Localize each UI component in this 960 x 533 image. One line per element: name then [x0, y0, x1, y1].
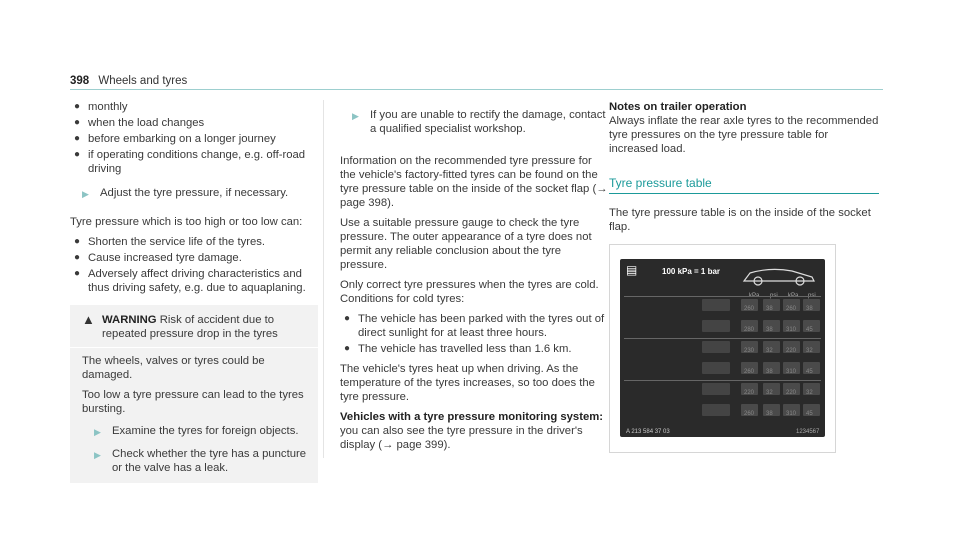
- section-title: Wheels and tyres: [98, 75, 188, 87]
- pressure-value: 38: [806, 306, 813, 312]
- car-outline-icon: [740, 265, 818, 287]
- warning-title-text: Risk of accident due to repeated pressure drop in the tyres: [102, 314, 278, 340]
- pressure-value: 310: [786, 411, 797, 417]
- paragraph: Always inflate the rear axle tyres to the recommended tyre pressures on the tyre pressure table for increased load.: [609, 115, 879, 155]
- tyre-pressure-label: [620, 259, 825, 437]
- pressure-value: 260: [744, 306, 755, 312]
- column-3: [595, 100, 879, 453]
- row-separator: [624, 380, 821, 381]
- paragraph: The tyre pressure table is on the inside of the socket flap.: [609, 207, 871, 233]
- table-section-title: Tyre pressure table: [609, 176, 879, 194]
- paragraph: The wheels, valves or tyres could be damaged.: [82, 355, 265, 381]
- serial-number: 1234567: [796, 429, 820, 435]
- warning-icon: ▲: [82, 312, 95, 327]
- list-item: ● The vehicle has travelled less than 1.6 km.: [344, 343, 572, 355]
- list-item: ● when the load changes: [74, 117, 205, 129]
- pressure-value: 38: [766, 411, 773, 417]
- pressure-value: 260: [744, 411, 755, 417]
- pressure-value: 38: [766, 369, 773, 375]
- paragraph: you can also see the tyre pressure in the driver's display (→ page 399).: [340, 425, 583, 451]
- paragraph: Use a suitable pressure gauge to check the tyre pressure. The outer appearance of a tyre does not permit any reliable conclusion about the tyre pressure.: [340, 217, 592, 271]
- action-step: ▶ If you are unable to rectify the damage, contact a qualified specialist workshop.: [352, 109, 606, 135]
- action-arrow-icon: ▶: [82, 189, 89, 199]
- page-number: 398: [70, 75, 90, 87]
- list-item: ● The vehicle has been parked with the tyres out of direct sunlight for at least three hours.: [344, 313, 605, 339]
- warning-box: [70, 305, 318, 483]
- action-arrow-icon: ▶: [94, 450, 101, 460]
- pressure-value: 32: [766, 390, 773, 396]
- row-label-block: [702, 320, 730, 332]
- row-separator: [624, 338, 821, 339]
- pressure-value: 310: [786, 327, 797, 333]
- action-step: ▶ Examine the tyres for foreign objects.: [94, 425, 299, 437]
- action-arrow-icon: ▶: [94, 427, 101, 437]
- pressure-value: 260: [744, 369, 755, 375]
- column-1: [70, 100, 318, 483]
- pressure-value: 45: [806, 327, 813, 333]
- action-step: ▶ Adjust the tyre pressure, if necessary.: [82, 187, 289, 199]
- pressure-value: 38: [766, 327, 773, 333]
- list-item: ● if operating conditions change, e.g. off-road driving: [74, 149, 306, 175]
- manual-book-icon: ▤: [626, 263, 638, 277]
- row-label-block: [702, 362, 730, 374]
- row-label-block: [702, 299, 730, 311]
- row-separator: [624, 296, 821, 297]
- pressure-value: 310: [786, 369, 797, 375]
- pressure-value: 280: [744, 327, 755, 333]
- row-label-block: [702, 383, 730, 395]
- pressure-value: 45: [806, 411, 813, 417]
- pressure-value: 220: [744, 390, 755, 396]
- paragraph: Too low a tyre pressure can lead to the tyres bursting.: [82, 389, 304, 415]
- pressure-value: 45: [806, 369, 813, 375]
- list-item: ● before embarking on a longer journey: [74, 133, 276, 145]
- monitor-heading: Vehicles with a tyre pressure monitoring system:: [340, 411, 604, 423]
- pressure-value: 32: [806, 348, 813, 354]
- pressure-value: 230: [744, 348, 755, 354]
- list-item: ● monthly: [74, 101, 128, 113]
- row-label-block: [702, 341, 730, 353]
- page-header: [70, 74, 187, 88]
- paragraph: Only correct tyre pressures when the tyres are cold. Conditions for cold tyres:: [340, 279, 599, 305]
- pressure-value: 32: [806, 390, 813, 396]
- action-step: ▶ Check whether the tyre has a puncture or the valve has a leak.: [94, 448, 307, 474]
- list-item: ● Cause increased tyre damage.: [74, 252, 242, 264]
- column-2: [323, 100, 610, 458]
- paragraph: The vehicle's tyres heat up when driving. As the temperature of the tyres increases, so too does the tyre pressure.: [340, 363, 595, 403]
- pressure-value: 32: [766, 348, 773, 354]
- list-item: ● Adversely affect driving characteristics and thus driving safety, e.g. due to aquaplaning.: [74, 268, 306, 294]
- header-rule: [70, 89, 883, 90]
- pressure-value: 38: [766, 306, 773, 312]
- paragraph: Tyre pressure which is too high or too low can:: [70, 216, 303, 228]
- pressure-value: 260: [786, 306, 797, 312]
- warning-title: WARNING: [102, 314, 157, 326]
- list-item: ● Shorten the service life of the tyres.: [74, 236, 266, 248]
- trailer-heading: Notes on trailer operation: [609, 101, 747, 113]
- part-number: A 213 584 37 03: [626, 429, 670, 435]
- tyre-pressure-sticker-image: [609, 244, 836, 453]
- paragraph: Information on the recommended tyre pressure for the vehicle's factory-fitted tyres can be found on the tyre pressure table on the inside of the socket flap (→ page 398).: [340, 155, 608, 209]
- action-arrow-icon: ▶: [352, 111, 359, 121]
- pressure-value: 220: [786, 390, 797, 396]
- pressure-value: 220: [786, 348, 797, 354]
- label-header: 100 kPa = 1 bar: [662, 267, 721, 276]
- row-label-block: [702, 404, 730, 416]
